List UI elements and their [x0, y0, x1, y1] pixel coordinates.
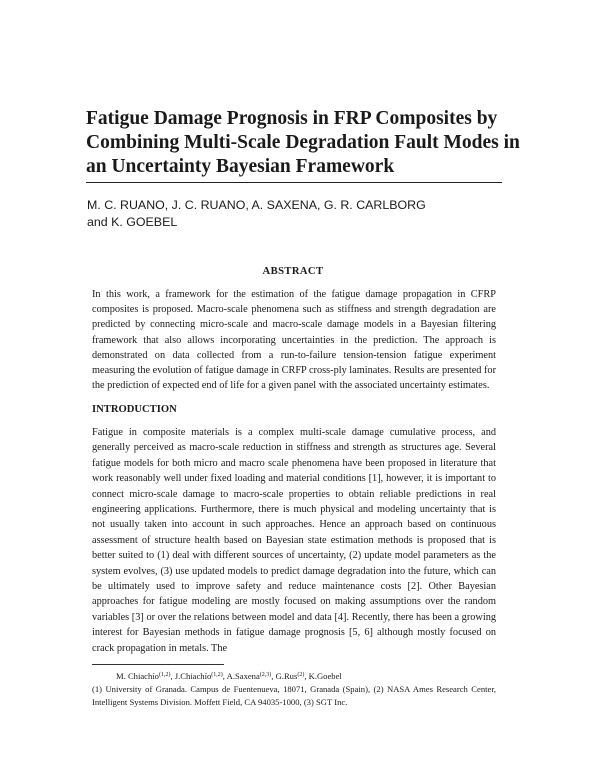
abstract-heading: ABSTRACT [262, 266, 324, 277]
footnote-author: G.Rus$^{(2)}$, [275, 671, 309, 681]
title-rule [86, 182, 502, 183]
footnote-affiliations: (1) University of Granada. Campus de Fuentenueva, 18071, Granada (Spain), (2) NASA Ames Research Center, Intelligent Systems Division. Moffett Field, CA 94035-1000, (3) SGT Inc. [92, 684, 496, 707]
introduction-heading: INTRODUCTION [92, 404, 177, 415]
authors-line-1: M. C. RUANO, J. C. RUANO, A. SAXENA, G. R. CARLBORG [87, 198, 426, 212]
footnote-author: K.Goebel [308, 671, 342, 681]
paper-title: Fatigue Damage Prognosis in FRP Composites by Combining Multi-Scale Degradation Fault Modes in an Uncertainty Bayesian Framework [86, 108, 520, 177]
abstract-body: In this work, a framework for the estimation of the fatigue damage propagation in CFRP composites is proposed. Macro-scale phenomena such as stiffness and strength degradation are predicted by connecting micro-scale and macro-scale damage models in a Bayesian filtering framework that also allows incorporating uncertainties in the prediction. The approach is demonstrated on data collected from a run-to-failure tension-tension fatigue experiment measuring the evolution of fatigue damage in CRFP cross-ply laminates. Results are presented for the prediction of expected end of life for a given panel with the associated uncertainty estimates. [92, 289, 496, 392]
footnote-author: A.Saxena$^{(2,3)}$, [226, 671, 276, 681]
footnote-rule [92, 664, 224, 665]
footnote-author: M. Chiachío$^{(1,2)}$, [116, 671, 175, 681]
authors-line-2: and K. GOEBEL [87, 215, 178, 229]
author-list [87, 197, 507, 231]
footnote-authors [116, 670, 496, 682]
introduction-body: Fatigue in composite materials is a complex multi-scale damage cumulative process, and generally perceived as macro-scale reduction in stiffness and strength as structures age. Several fatigue models for both micro and macro scale phenomena have been proposed in literature that work reasonably well under fixed loading and material conditions [1], however, it is important to connect micro-scale damage to macro-scale properties to obtain reliable predictions in real engineering applications. Furthermore, there is much physical and modeling uncertainty that is not usually taken into account in such approaches. Hence an approach based on continuous assessment of structure health based on Bayesian state estimation methods is proposed that is better suited to (1) deal with different sources of uncertainty, (2) update model parameters as the system evolves, (3) use updated models to predict damage degradation into the future, which can be ultimately used to improve safety and reduce maintenance costs [2]. Other Bayesian approaches for fatigue modeling are mostly focused on making assumptions over the random variables [3] or over the relations between model and data [4]. Recently, there has been a growing interest for Bayesian methods in fatigue damage prognosis [5, 6] although mostly focused on crack propagation in metals. The [92, 427, 496, 654]
footnote-author: J.Chiachío$^{(1,2)}$, [174, 671, 227, 681]
